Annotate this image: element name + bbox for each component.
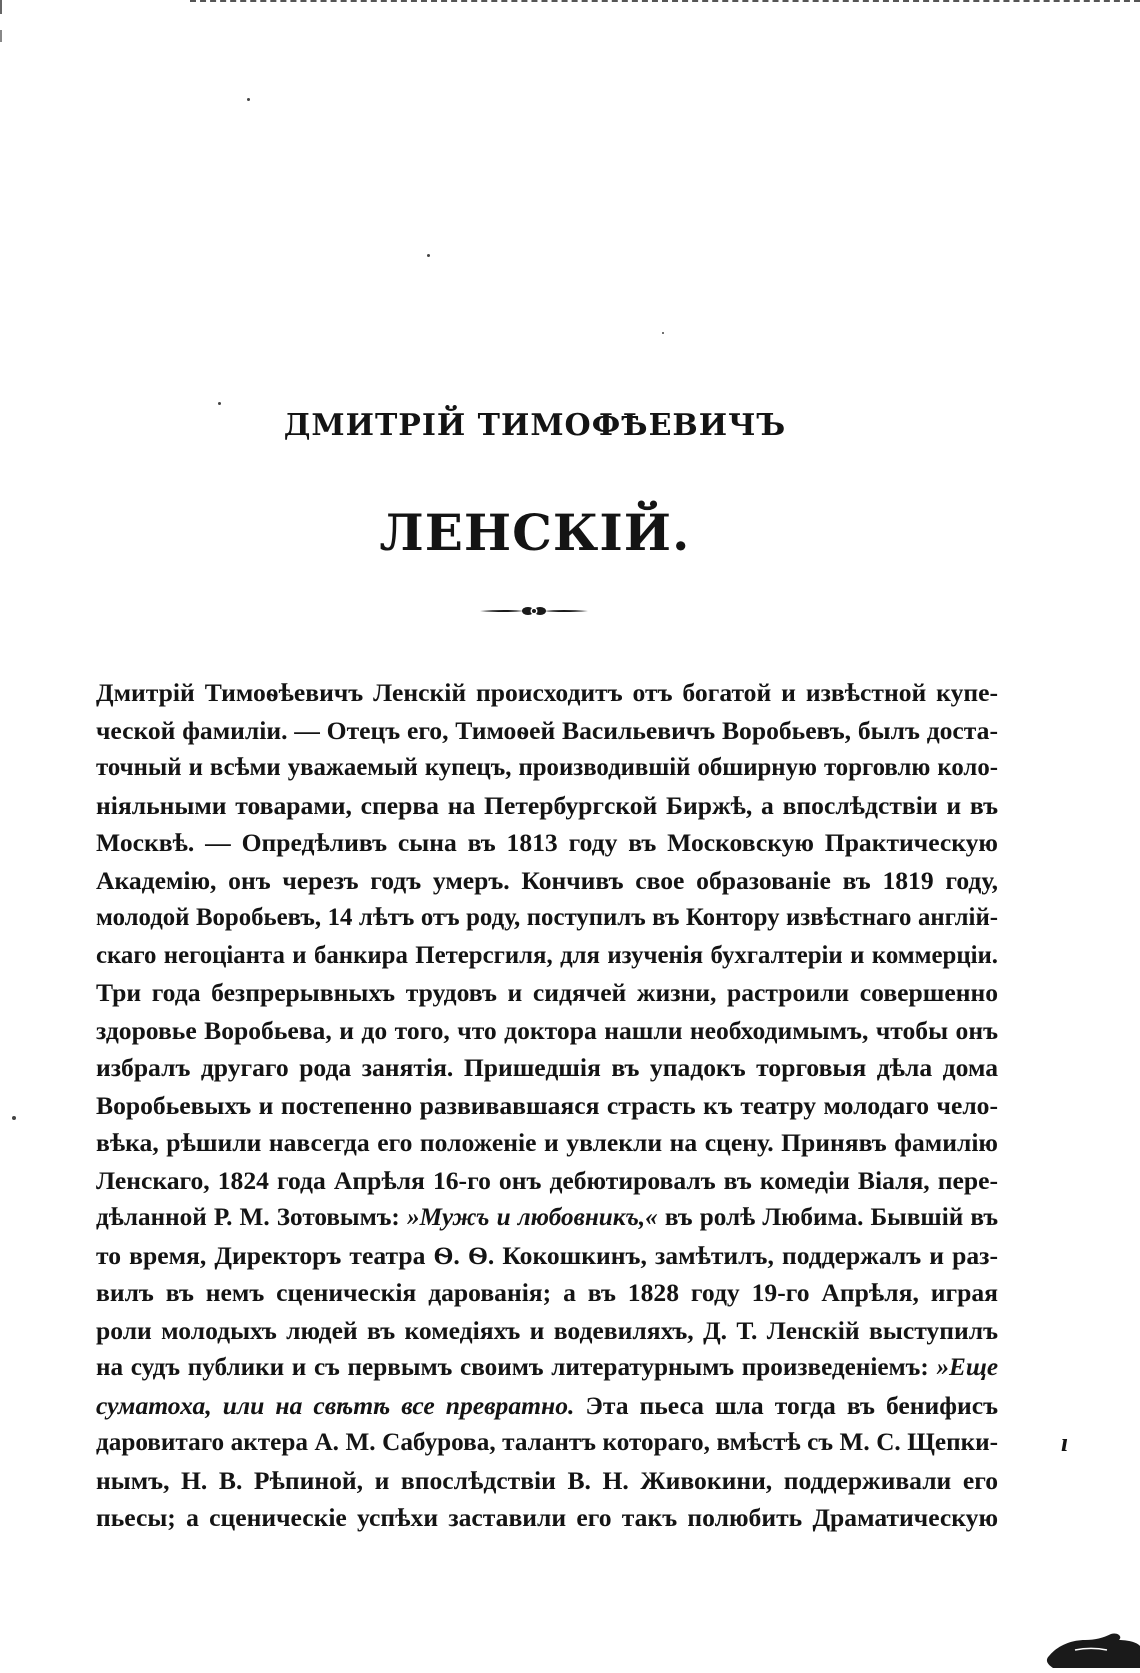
text-line	[96, 712, 998, 750]
italic-title: »Еще	[936, 1354, 998, 1381]
speck	[247, 98, 250, 101]
hand-pointer-icon	[1045, 1628, 1140, 1668]
text-run: въ ролѣ Любима. Бывшій въ	[657, 1204, 999, 1231]
text-run: молодой Воробьевъ, 14 лѣтъ отъ роду, поступилъ въ Контору извѣстнаго англій-	[96, 904, 998, 931]
text-run: вѣка, рѣшили навсегда его положеніе и увлекли на сцену. Принявъ фамилію	[96, 1128, 998, 1157]
text-run: Дмитрій Тимоѳѣевичъ Ленскій происходитъ отъ богатой и извѣстной купе-	[96, 678, 998, 707]
text-line	[96, 1424, 998, 1462]
text-line	[96, 1087, 998, 1125]
text-run: даровитаго актера А. М. Сабурова, талантъ котораго, вмѣстѣ съ М. С. Щепки-	[96, 1429, 998, 1456]
text-run: избралъ другаго рода занятія. Пришедшія въ упадокъ торговыя дѣла дома	[96, 1053, 998, 1082]
text-run: Воробьевыхъ и постепенно развивавшаяся страсть къ театру молодаго чело-	[96, 1090, 998, 1120]
text-line	[96, 1049, 998, 1087]
text-line	[96, 1387, 998, 1425]
text-line	[96, 1349, 998, 1387]
text-line	[96, 974, 998, 1012]
text-line	[96, 1274, 998, 1312]
page-top-rule	[190, 0, 1140, 2]
text-run: вилъ въ немъ сценическія дарованія; а въ 1828 году 19-го Апрѣля, играя	[96, 1278, 998, 1307]
text-run: ческой фамиліи. — Отецъ его, Тимоѳей Васильевичъ Воробьевъ, былъ доста-	[96, 715, 998, 745]
speck	[12, 1116, 16, 1120]
text-run: Эта пьеса шла тогда въ бенифисъ	[574, 1390, 998, 1420]
speck	[218, 402, 221, 405]
text-line	[96, 899, 998, 937]
text-run: здоровье Воробьева, и до того, что доктора нашли необходимымъ, чтобы онъ	[96, 1015, 998, 1045]
italic-title: »Мужъ и любовникъ,«	[406, 1204, 658, 1231]
italic-title: суматоха, или на свѣтѣ все превратно.	[96, 1390, 575, 1420]
text-run: то время, Директоръ театра Ѳ. Ѳ. Кокошкинъ, замѣтилъ, поддержалъ и раз-	[96, 1240, 998, 1270]
speck	[662, 332, 664, 334]
text-line	[96, 749, 998, 787]
divider-flourish-icon	[478, 603, 590, 619]
text-run: Академію, онъ черезъ годъ умеръ. Кончивъ свое образованіе въ 1819 году,	[96, 865, 998, 895]
text-line	[96, 937, 998, 975]
marginal-mark: ı	[1061, 1428, 1069, 1457]
text-line	[96, 862, 998, 900]
text-line	[96, 1237, 998, 1275]
heading-name: ДМИТРІЙ ТИМОФѢЕВИЧЪ	[283, 408, 787, 443]
text-line	[96, 1012, 998, 1050]
text-run: Три года безпрерывныхъ трудовъ и сидячей жизни, растроили совершенно	[96, 978, 998, 1007]
text-run: Москвѣ. — Опредѣливъ сына въ 1813 году въ Московскую Практическую	[96, 828, 998, 857]
text-run: ніяльными товарами, сперва на Петербургской Биржѣ, а впослѣдствіи и въ	[96, 790, 998, 820]
text-run: дѣланной Р. М. Зотовымъ:	[96, 1204, 407, 1231]
left-edge-mark	[0, 0, 2, 70]
text-line	[96, 1462, 998, 1500]
text-line	[96, 787, 998, 825]
text-run: Ленскаго, 1824 года Апрѣля 16-го онъ дебютировалъ въ комедіи Віаля, пере-	[96, 1165, 998, 1195]
text-line	[96, 1312, 998, 1350]
text-run: нымъ, Н. В. Рѣпиной, и впослѣдствіи В. Н. Живокини, поддерживали его	[96, 1465, 998, 1495]
text-run: на судъ публики и съ первымъ своимъ литературнымъ произведеніемъ:	[96, 1354, 937, 1381]
text-line	[96, 1162, 998, 1200]
article-body	[96, 674, 998, 1537]
text-run: роли молодыхъ людей въ комедіяхъ и водевиляхъ, Д. Т. Ленскій выступилъ	[96, 1315, 998, 1345]
text-run: пьесы; а сценическіе успѣхи заставили его такъ полюбить Драматическую	[96, 1503, 998, 1532]
text-line	[96, 824, 998, 862]
text-line	[96, 1124, 998, 1162]
text-line	[96, 1499, 998, 1537]
text-line	[96, 674, 998, 712]
text-line	[96, 1199, 998, 1237]
text-run: скаго негоціанта и банкира Петерсгиля, для изученія бухгалтеріи и коммерціи.	[96, 941, 998, 969]
heading-surname: ЛЕНСКІЙ.	[379, 503, 691, 562]
text-run: точный и всѣми уважаемый купецъ, производившій обширную торговлю коло-	[96, 754, 998, 781]
speck	[427, 254, 430, 257]
